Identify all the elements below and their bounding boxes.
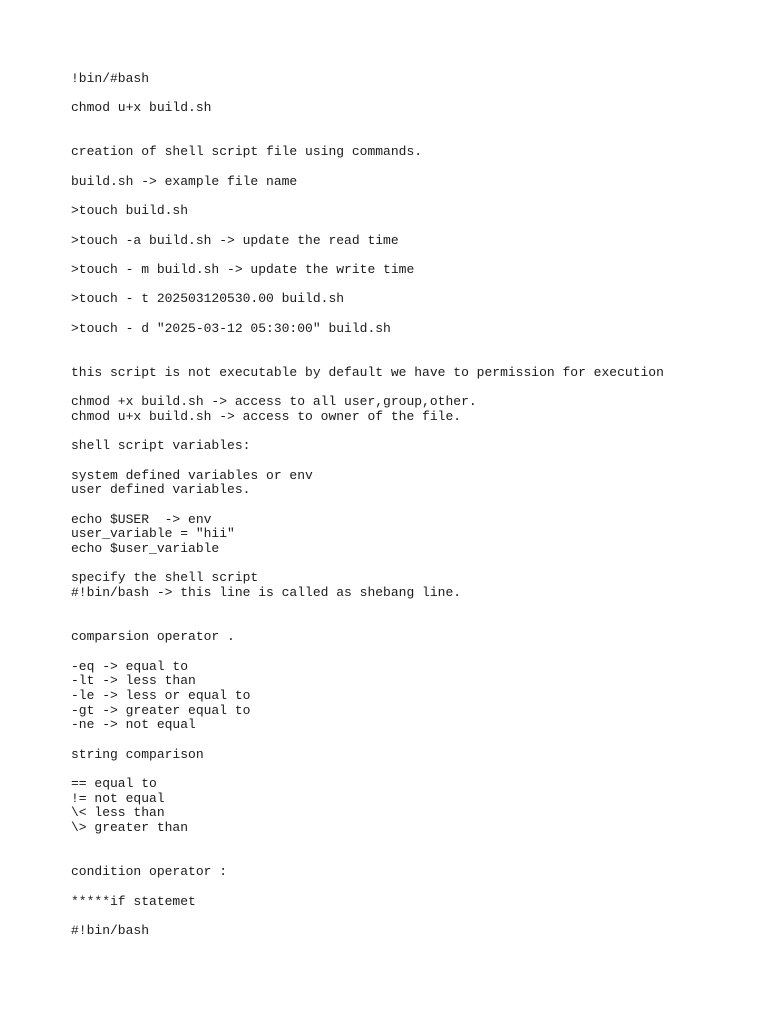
text-line: #!bin/bash -> this line is called as shebang line.	[71, 585, 462, 601]
line-gap	[71, 278, 748, 293]
line-gap	[71, 909, 748, 924]
text-line: string comparison	[71, 746, 204, 762]
text-line: #!bin/bash	[71, 922, 150, 938]
text-line: creation of shell script file using commands.	[71, 144, 423, 160]
text-line: specify the shell script	[71, 570, 259, 586]
text-line: != not equal	[71, 790, 165, 806]
text-line: build.sh -> example file name	[71, 173, 298, 189]
line-gap	[71, 498, 748, 513]
text-line: *****if statemet	[71, 893, 196, 909]
line-gap	[71, 160, 748, 175]
text-line: system defined variables or env	[71, 467, 313, 483]
line-gap	[71, 601, 748, 630]
text-line: this script is not executable by default we have to permission for execution	[71, 364, 664, 380]
line-gap	[71, 425, 748, 440]
line-gap	[71, 762, 748, 777]
line-gap	[71, 454, 748, 469]
text-line: -ne -> not equal	[71, 717, 196, 733]
text-line: >touch - t 202503120530.00 build.sh	[71, 291, 345, 307]
line-gap	[71, 733, 748, 748]
text-line: echo $user_variable	[71, 541, 220, 557]
text-line: >touch - m build.sh -> update the write time	[71, 261, 415, 277]
text-line: == equal to	[71, 776, 157, 792]
text-line: -le -> less or equal to	[71, 687, 251, 703]
text-line: chmod u+x build.sh -> access to owner of the file.	[71, 408, 462, 424]
text-line: chmod u+x build.sh	[71, 100, 212, 116]
text-line: -lt -> less than	[71, 673, 196, 689]
document-page	[71, 72, 748, 939]
text-line: \< less than	[71, 805, 165, 821]
line-gap	[71, 645, 748, 660]
text-line: -gt -> greater equal to	[71, 702, 251, 718]
text-line: \> greater than	[71, 820, 189, 836]
text-line: !bin/#bash	[71, 71, 150, 86]
line-gap	[71, 190, 748, 205]
text-line: shell script variables:	[71, 438, 251, 454]
text-line: >touch build.sh	[71, 203, 189, 219]
text-line: comparsion operator .	[71, 629, 235, 645]
text-line: user_variable = "hii"	[71, 526, 235, 542]
line-gap	[71, 116, 748, 145]
line-gap	[71, 87, 748, 102]
line-gap	[71, 836, 748, 865]
text-line: echo $USER -> env	[71, 511, 212, 527]
line-gap	[71, 557, 748, 572]
text-line: condition operator :	[71, 864, 228, 880]
line-gap	[71, 380, 748, 395]
line-gap	[71, 880, 748, 895]
text-line: >touch -a build.sh -> update the read time	[71, 232, 399, 248]
line-gap	[71, 307, 748, 322]
line-gap	[71, 248, 748, 263]
text-line: chmod +x build.sh -> access to all user,group,other.	[71, 394, 477, 410]
line-gap	[71, 219, 748, 234]
text-line: -eq -> equal to	[71, 658, 189, 674]
line-gap	[71, 336, 748, 365]
text-line: >touch - d "2025-03-12 05:30:00" build.sh	[71, 320, 391, 336]
text-line: user defined variables.	[71, 482, 251, 498]
